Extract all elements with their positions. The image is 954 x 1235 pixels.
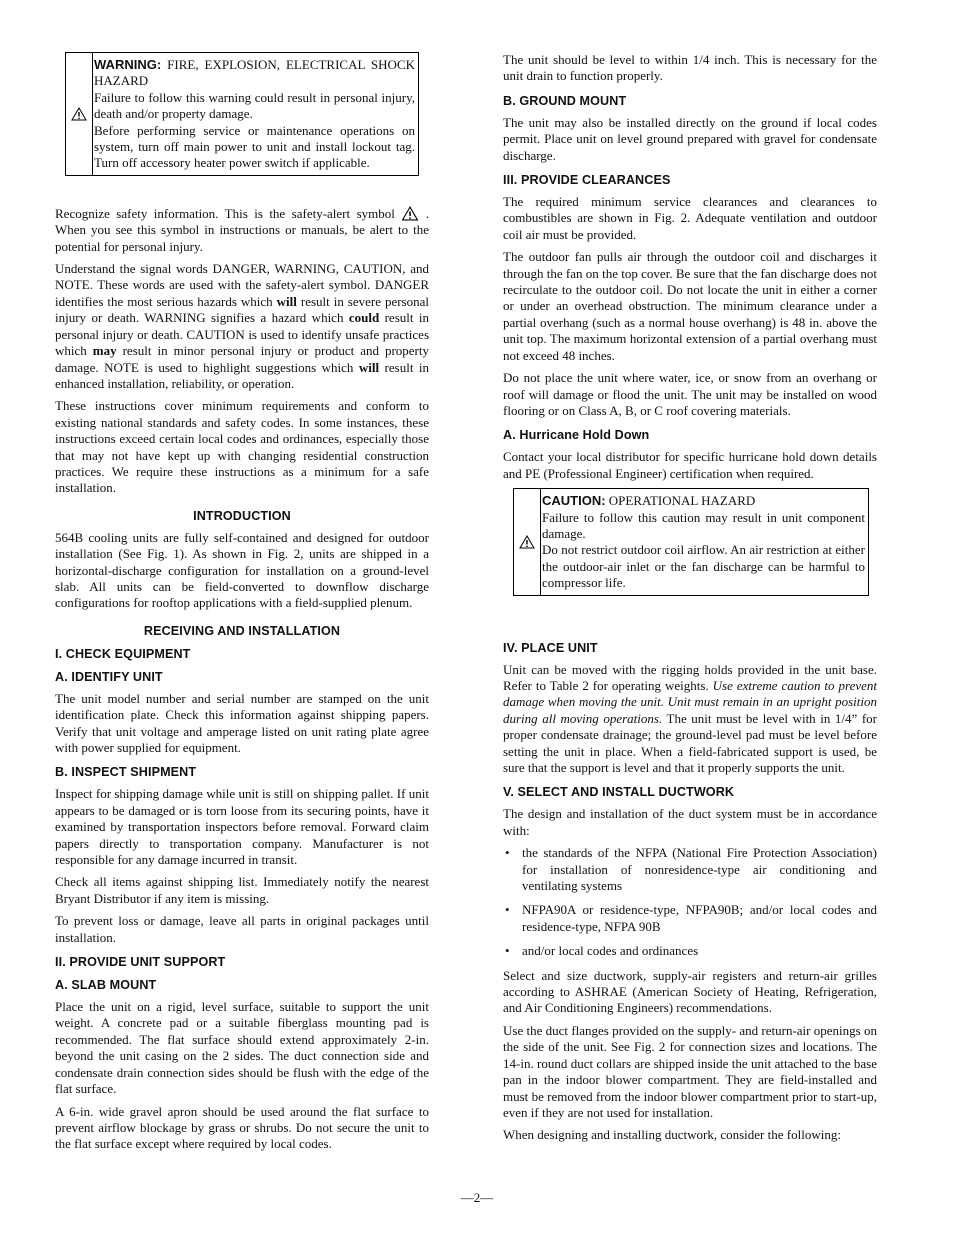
body-paragraph: A 6-in. wide gravel apron should be used around the flat surface to prevent airflow blockage by grass or shrubs. Do not secure the unit to the flat surface except where required by local codes. <box>55 1103 429 1152</box>
right-column <box>503 52 877 1150</box>
subsection-heading: A. Hurricane Hold Down <box>503 428 650 443</box>
section-heading: INTRODUCTION <box>193 508 291 523</box>
subsection-heading: A. SLAB MOUNT <box>55 978 157 993</box>
signal-words-paragraph: Understand the signal words DANGER, WARNING, CAUTION, and NOTE. These words are used with the safety-alert symbol. DANGER identifies the most serious hazards which will result in severe personal injury or death. WARNING signifies a hazard which could result in personal injury or death. CAUTION is used to identify unsafe practices which may result in minor personal injury or product and property damage. NOTE is used to highlight suggestions which will result in enhanced installation, reliability, or operation. <box>55 261 429 391</box>
warning-box <box>65 52 419 176</box>
list-item: • and/or local codes and ordinances <box>503 943 877 959</box>
caution-headline: CAUTION: OPERATIONAL HAZARD <box>542 493 756 509</box>
warning-text: Failure to follow this warning could result in personal injury, death and/or property damage. <box>94 89 415 122</box>
safety-alert-icon <box>71 107 87 121</box>
body-paragraph: The unit model number and serial number are stamped on the unit identification plate. Check this information against shipping papers. Verify that unit voltage and amperage listed on unit rating plate agree with power supplied for equipment. <box>55 690 429 755</box>
body-paragraph: Inspect for shipping damage while unit is still on shipping pallet. If unit appears to be damaged or is torn loose from its securing points, have it examined by transportation inspectors before removal. Forward claim papers directly to transportation company. Manufacturer is not responsible for any damage incurred in transit. <box>55 786 429 868</box>
caution-box <box>513 488 869 595</box>
requirements-list <box>503 845 877 959</box>
left-column <box>55 52 429 1159</box>
safety-paragraph: Recognize safety information. This is the safety-alert symbol . When you see this symbol in instructions or manuals, be alert to the potential for personal injury. <box>55 205 430 254</box>
caution-text: Failure to follow this caution may result in unit component damage. <box>542 509 865 541</box>
page-number: —2— <box>460 1190 494 1205</box>
list-item: • the standards of the NFPA (National Fire Protection Association) for installation of nonresidence-type air conditioning and ventilating systems <box>503 845 877 894</box>
warning-text: Before performing service or maintenance operations on system, turn off main power to unit and install lockout tag. Turn off accessory heater power switch if applicable. <box>94 122 415 171</box>
body-paragraph: Unit can be moved with the rigging holds provided in the unit base. Refer to Table 2 for operating weights. Use extreme caution to prevent damage when moving the unit. Unit must remain in an upright position during all moving operations. The unit must be level with in 1/4” for proper condensate drainage; the ground-level pad must be level before setting the unit in place. When a field-fabricated support is used, be sure that the support is level and that it properly supports the unit. <box>503 661 878 775</box>
body-paragraph: Do not place the unit where water, ice, or snow from an overhang or roof will damage or flood the unit. The unit may be installed on wood flooring or on Class A, B, or C roof covering materials. <box>503 370 877 418</box>
intro-paragraph: 564B cooling units are fully self-contained and designed for outdoor installation (See Fig. 1). As shown in Fig. 2, units are shipped in a horizontal-discharge configuration for installation on a ground-level slab. All units can be field-converted to downflow discharge configurations for rooftop applications with a field-supplied plenum. <box>55 529 429 611</box>
subsection-heading: A. IDENTIFY UNIT <box>55 669 163 684</box>
body-paragraph: The required minimum service clearances and clearances to combustibles are shown in Fig. 2. Adequate ventilation and outdoor coil air must be provided. <box>503 194 877 242</box>
safety-alert-icon <box>519 535 535 549</box>
subsection-heading: B. INSPECT SHIPMENT <box>55 765 197 780</box>
section-heading: IV. PLACE UNIT <box>503 640 598 655</box>
section-heading: RECEIVING AND INSTALLATION <box>143 623 341 638</box>
body-paragraph: To prevent loss or damage, leave all parts in original packages until installation. <box>55 913 429 945</box>
section-heading: I. CHECK EQUIPMENT <box>55 646 191 661</box>
body-paragraph: Place the unit on a rigid, level surface, suitable to support the unit weight. A concrete pad or a suitable fiberglass mounting pad is recommended. The flat surface should extend approximately 2-in. beyond the unit casing on the 2 sides. The duct connection side and condensate drain connection sides should be flush with the edge of the flat surface. <box>55 999 429 1097</box>
body-paragraph: When designing and installing ductwork, consider the following: <box>503 1127 841 1143</box>
body-paragraph: The unit may also be installed directly on the ground if local codes permit. Place unit on level ground prepared with gravel for condensate discharge. <box>503 114 877 163</box>
subsection-heading: B. GROUND MOUNT <box>503 93 627 108</box>
body-paragraph: Check all items against shipping list. Immediately notify the nearest Bryant Distributor if any item is missing. <box>55 874 429 906</box>
section-heading: V. SELECT AND INSTALL DUCTWORK <box>503 785 735 800</box>
codes-paragraph: These instructions cover minimum requirements and conform to existing national standards and safety codes. In some instances, these instructions exceed certain local codes and ordinances, especially those that may not have kept up with changing residential construction practices. We require these instructions as a minimum for a safe installation. <box>55 398 429 496</box>
body-paragraph: The unit should be level to within 1/4 inch. This is necessary for the unit drain to function properly. <box>503 52 877 84</box>
safety-alert-icon <box>401 206 419 221</box>
body-paragraph: Contact your local distributor for specific hurricane hold down details and PE (Professional Engineer) certification when required. <box>503 449 877 481</box>
body-paragraph: The outdoor fan pulls air through the outdoor coil and discharges it through the fan on the top cover. Be sure that the fan discharge does not recirculate to the outdoor coil. Do not locate the unit in either a corner or under an overhead obstruction. The minimum clearance under a partial overhang (such as a normal house overhang) is 48 in. above the unit top. The maximum horizontal extension of a partial overhang must not exceed 48 inches. <box>503 249 877 363</box>
body-paragraph: Use the duct flanges provided on the supply- and return-air openings on the side of the unit. See Fig. 2 for connection sizes and locations. The 14-in. round duct collars are shipped inside the unit attached to the base pan in the indoor blower compartment. They are field-installed and must be removed from the indoor blower compartment prior to start-up, even if they are not used for installation. <box>503 1022 877 1120</box>
section-heading: III. PROVIDE CLEARANCES <box>503 173 671 188</box>
caution-text: Do not restrict outdoor coil airflow. An air restriction at either the outdoor-air inlet or the fan discharge can be harmful to compressor life. <box>542 542 865 591</box>
body-paragraph: Select and size ductwork, supply-air registers and return-air grilles according to ASHRAE (American Society of Heating, Refrigeration, and Air Conditioning Engineers) recommendations. <box>503 967 877 1016</box>
warning-headline: WARNING: FIRE, EXPLOSION, ELECTRICAL SHOCK HAZARD <box>94 57 415 89</box>
body-paragraph: The design and installation of the duct system must be in accordance with: <box>503 806 877 838</box>
section-heading: II. PROVIDE UNIT SUPPORT <box>55 955 226 970</box>
list-item: • NFPA90A or residence-type, NFPA90B; and/or local codes and residence-type, NFPA 90B <box>503 902 877 935</box>
